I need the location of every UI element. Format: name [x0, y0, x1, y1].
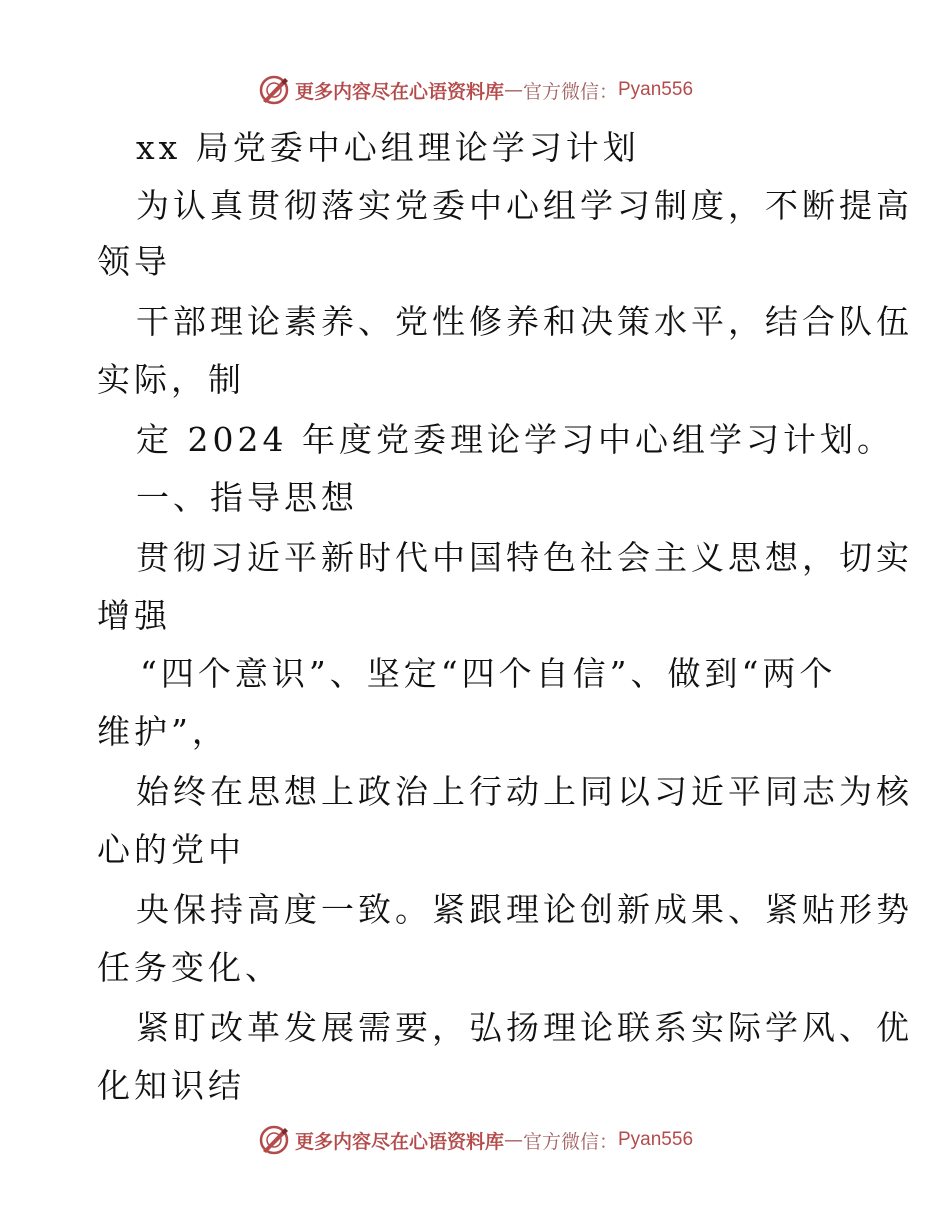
document-title: xx 局党委中心组理论学习计划 [136, 128, 640, 167]
watermark-footer [0, 1120, 950, 1160]
paragraph-line: 任务变化、 [97, 948, 282, 987]
paragraph-line: 央保持高度一致。紧跟理论创新成果、紧贴形势 [136, 890, 913, 929]
paragraph-line: 紧盯改革发展需要，弘扬理论联系实际学风、优 [136, 1008, 913, 1047]
watermark-brand: 更多内容尽在心语资料库 [294, 1130, 504, 1153]
watermark-wechat-label: 官方微信： [522, 1130, 618, 1153]
paragraph-line: 心的党中 [97, 830, 245, 869]
paragraph-line: 增强 [97, 596, 171, 635]
paragraph-line: 始终在思想上政治上行动上同以习近平同志为核 [136, 772, 913, 811]
watermark-separator: — [503, 79, 523, 101]
watermark-wechat-id: Pyan556 [618, 1129, 694, 1150]
paragraph-line: 为认真贯彻落实党委中心组学习制度，不断提高 [136, 186, 913, 225]
watermark-brand: 更多内容尽在心语资料库 [294, 80, 504, 103]
paragraph-line: 贯彻习近平新时代中国特色社会主义思想，切实 [136, 538, 913, 577]
paragraph-line: 化知识结 [97, 1066, 245, 1105]
paragraph-line: “四个意识”、坚定“四个自信”、做到“两个 [140, 654, 837, 693]
paragraph-line: 定 2024 年度党委理论学习中心组学习计划。 [136, 420, 894, 459]
paragraph-line: 领导 [97, 242, 171, 281]
paragraph-line: 维护”， [97, 712, 229, 751]
watermark-wechat-id: Pyan556 [618, 79, 694, 100]
paragraph-line: 实际，制 [97, 360, 245, 399]
paragraph-line: 干部理论素养、党性修养和决策水平，结合队伍 [136, 302, 913, 341]
watermark-separator: — [503, 1129, 523, 1151]
watermark-wechat-label: 官方微信： [522, 80, 618, 103]
pen-logo-icon [257, 73, 291, 107]
pen-logo-icon [257, 1123, 291, 1157]
watermark-header [0, 70, 950, 110]
section-heading: 一、指导思想 [136, 478, 358, 517]
